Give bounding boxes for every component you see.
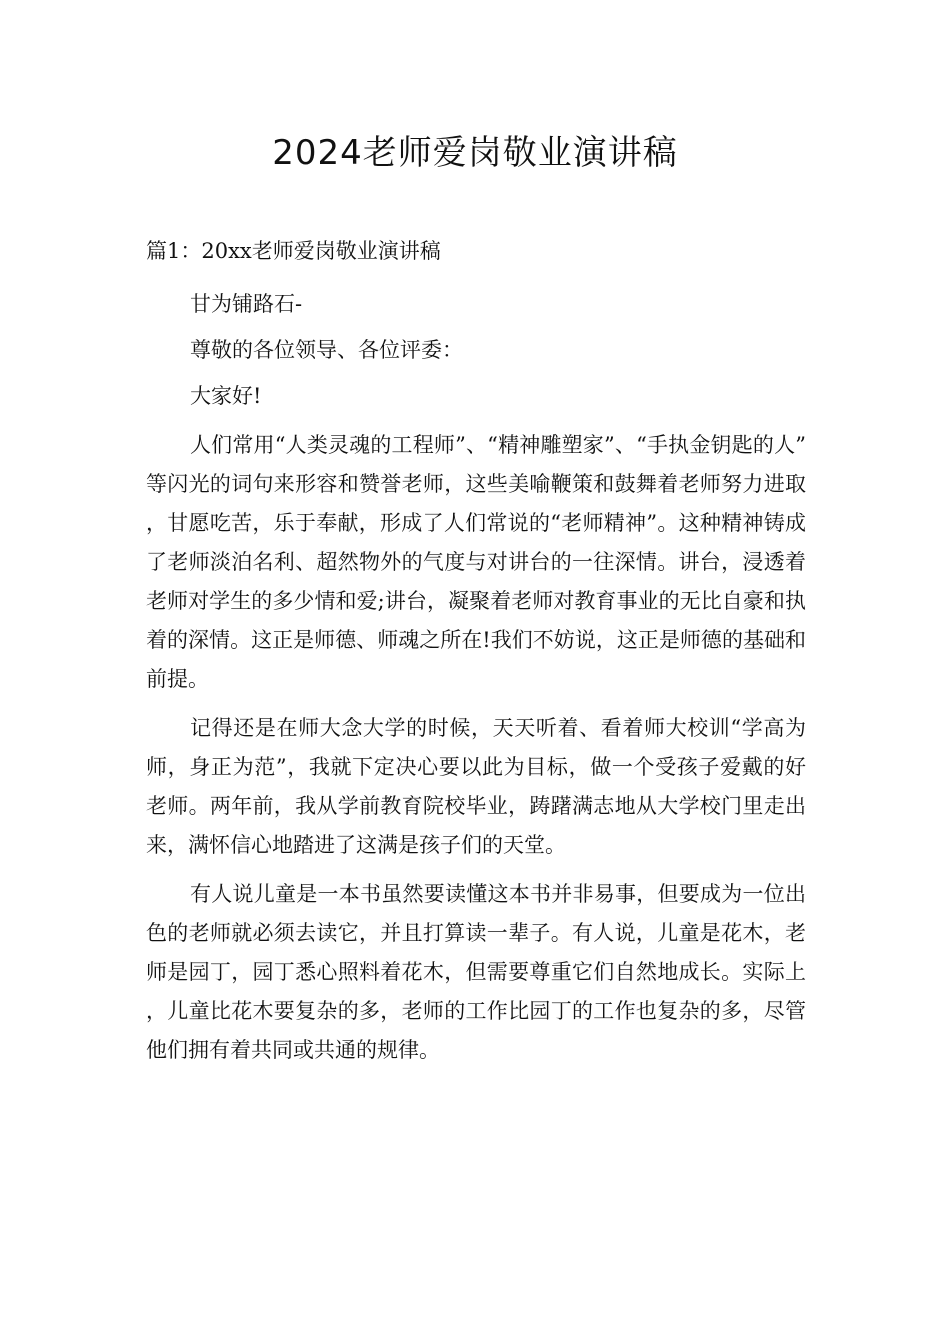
body-paragraph: 人们常用“人类灵魂的工程师”、“精神雕塑家”、“手执金钥匙的人”等闪光的词句来形容和赞誉老师，这些美喻鞭策和鼓舞着老师努力进取，甘愿吃苦，乐于奉献，形成了人们常说的“老师精神”。这种精神铸成了老师淡泊名利、超然物外的气度与对讲台的一往深情。讲台，浸透着老师对学生的多少情和爱;讲台，凝聚着老师对教育事业的无比自豪和执着的深情。这正是师德、师魂之所在!我们不妨说，这正是师德的基础和前提。 (146, 433, 806, 691)
greeting: 大家好! (190, 384, 262, 408)
document-title: 2024老师爱岗敬业演讲稿 (272, 133, 678, 173)
body-paragraph: 有人说儿童是一本书虽然要读懂这本书并非易事，但要成为一位出色的老师就必须去读它，并且打算读一辈子。有人说，儿童是花木，老师是园丁，园丁悉心照料着花木，但需要尊重它们自然地成长。实际上，儿童比花木要复杂的多，老师的工作比园丁的工作也复杂的多，尽管他们拥有着共同或共通的规律。 (146, 882, 806, 1062)
section-heading: 篇1：20xx老师爱岗敬业演讲稿 (146, 239, 441, 263)
document-body (146, 232, 806, 1070)
speech-subtitle: 甘为铺路石- (190, 292, 303, 316)
salutation: 尊敬的各位领导、各位评委： (190, 338, 463, 362)
body-paragraph: 记得还是在师大念大学的时候，天天听着、看着师大校训“学高为师，身正为范”，我就下定决心要以此为目标，做一个受孩子爱戴的好老师。两年前，我从学前教育院校毕业，踌躇满志地从大学校门里走出来，满怀信心地踏进了这满是孩子们的天堂。 (146, 716, 806, 857)
